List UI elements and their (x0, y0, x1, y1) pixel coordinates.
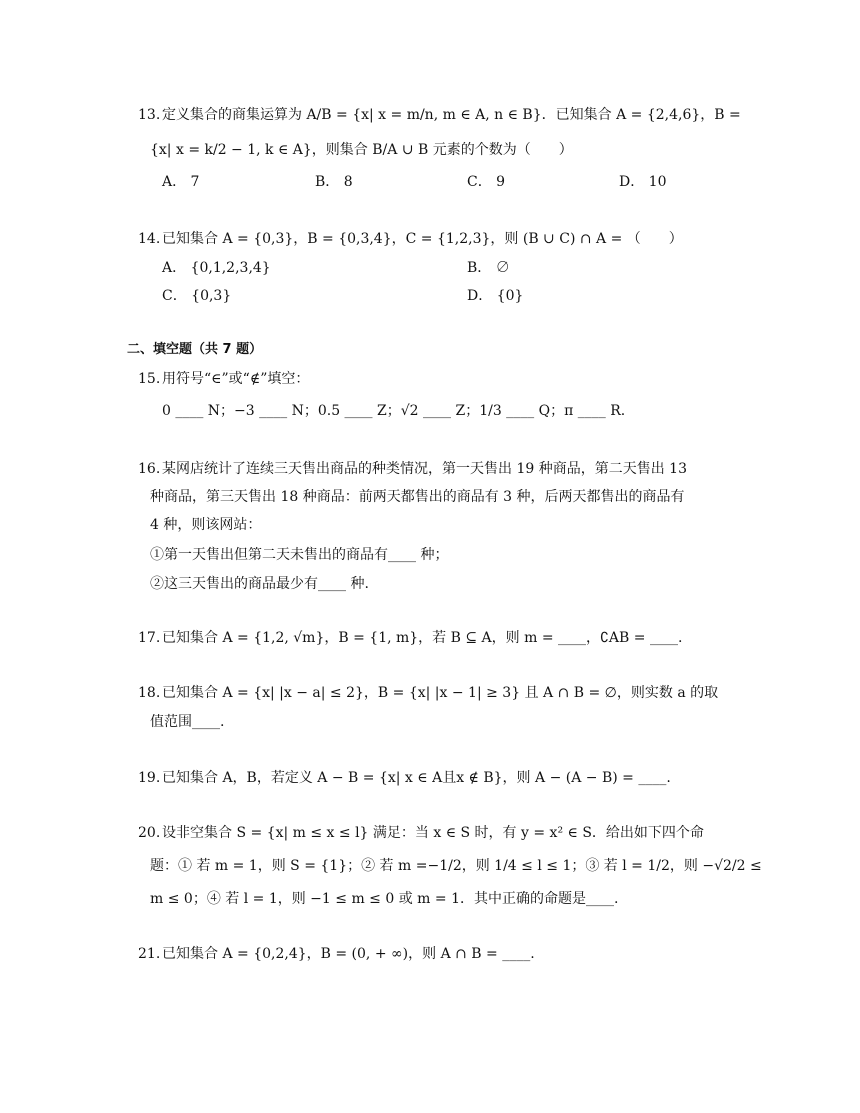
question-text-line1: 已知集合 A = {0,2,4}，B = (0, + ∞)，则 A ∩ B = ____. (162, 946, 535, 962)
question-number: 16. (138, 461, 161, 477)
question-text-line1: 已知集合 A = {0,3}，B = {0,3,4}，C = {1,2,3}，则 (B ∪ C) ∩ A = （ ） (162, 231, 683, 247)
question-text-line3: m ≤ 0；④ 若 l = 1，则 −1 ≤ m ≤ 0 或 m = 1．其中正确的命题是____. (150, 891, 619, 907)
option-c: C． 9 (467, 174, 506, 190)
option-b: B． ∅ (467, 260, 510, 276)
option-d: D． 10 (619, 174, 667, 190)
option-b: B． 8 (315, 174, 353, 190)
question-number: 14. (138, 231, 161, 247)
question-text-line1: 用符号“∈”或“∉”填空： (162, 371, 310, 387)
question-text-line5: ②这三天售出的商品最少有____ 种. (150, 576, 369, 592)
option-d: D． {0} (467, 288, 524, 304)
question-text-line2: 题：① 若 m = 1，则 S = {1}；② 若 m =−1/2，则 1/4 ≤ l ≤ 1；③ 若 l = 1/2，则 −√2/2 ≤ (150, 858, 762, 874)
question-text-line2: 0 ____ N；−3 ____ N；0.5 ____ Z；√2 ____ Z；1/3 ____ Q；π ____ R. (162, 403, 626, 419)
question-text-line3: 4 种，则该网站： (150, 517, 262, 533)
question-number: 15. (138, 371, 161, 387)
question-text-line2: 种商品，第三天售出 18 种商品：前两天都售出的商品有 3 种，后两天都售出的商品有 (150, 489, 685, 505)
question-text-line1: 定义集合的商集运算为 A/B = {x| x = m/n, m ∈ A, n ∈ B}．已知集合 A = {2,4,6}，B = (162, 107, 741, 123)
option-c: C． {0,3} (162, 288, 232, 304)
question-number: 21. (138, 946, 161, 962)
question-text-line2: {x| x = k/2 − 1, k ∈ A}，则集合 B/A ∪ B 元素的个数为（ ） (150, 142, 573, 158)
question-number: 20. (138, 825, 161, 841)
section-heading: 二、填空题（共 7 题） (127, 342, 263, 357)
question-number: 17. (138, 630, 161, 646)
question-number: 13. (138, 107, 161, 123)
question-text-line1: 某网店统计了连续三天售出商品的种类情况，第一天售出 19 种商品，第二天售出 13 (162, 461, 687, 477)
question-text-line2: 值范围____. (150, 714, 225, 730)
option-a: A． 7 (162, 174, 200, 190)
question-number: 18. (138, 685, 161, 701)
question-text-line1: 设非空集合 S = {x| m ≤ x ≤ l} 满足：当 x ∈ S 时，有 y = x² ∈ S．给出如下四个命 (162, 825, 704, 841)
question-text-line1: 已知集合 A = {x| |x − a| ≤ 2}，B = {x| |x − 1| ≥ 3} 且 A ∩ B = ∅，则实数 a 的取 (162, 685, 719, 701)
option-a: A． {0,1,2,3,4} (162, 260, 271, 276)
question-text-line1: 已知集合 A = {1,2, √m}，B = {1, m}，若 B ⊆ A，则 m = ____，∁AB = ____. (162, 630, 683, 646)
question-text-line4: ①第一天售出但第二天未售出的商品有____ 种； (150, 547, 449, 563)
question-text-line1: 已知集合 A，B，若定义 A − B = {x| x ∈ A且x ∉ B}，则 A − (A − B) = ____. (162, 770, 671, 786)
question-number: 19. (138, 770, 161, 786)
